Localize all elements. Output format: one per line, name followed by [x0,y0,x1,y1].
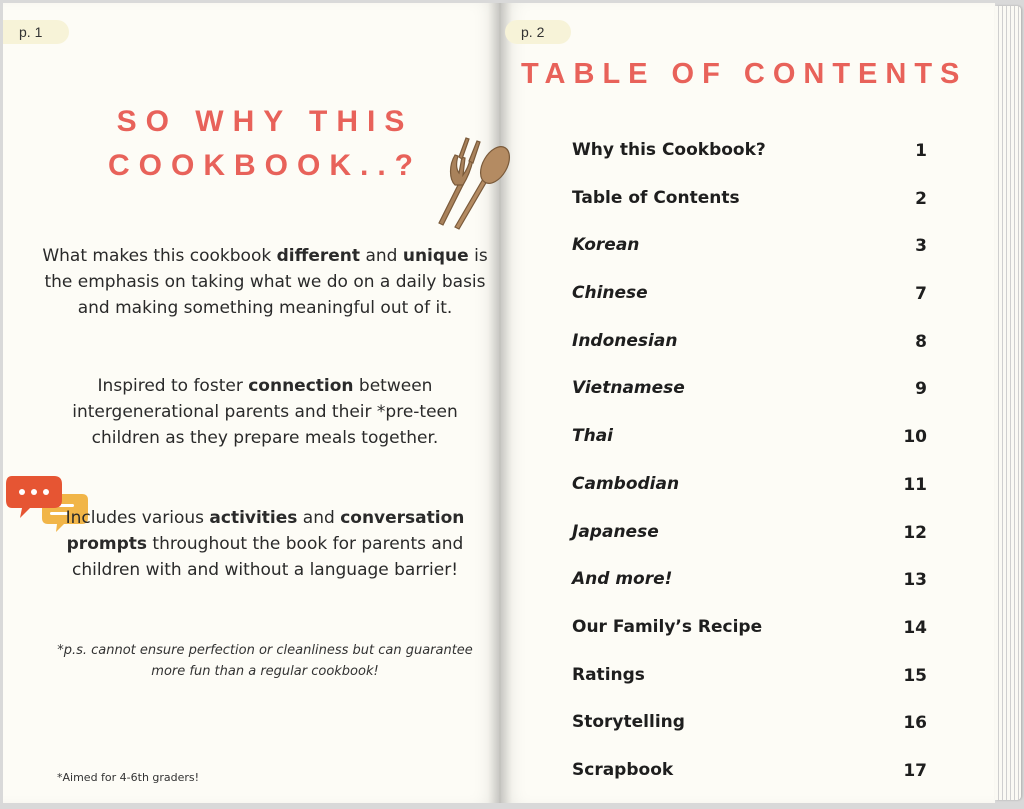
toc-entry-page: 7 [915,284,927,305]
para2-text-1: Inspired to foster [97,376,249,396]
page-edges [995,6,1021,800]
toc-entry [572,231,932,279]
page-number-tab-right [505,20,571,44]
toc-entry [572,756,932,804]
ps-note: *p.s. cannot ensure perfection or cleanliness but can guarantee more fun than a regular cookbook! [57,643,473,679]
para1-text-3: is the emphasis on taking what we do on a daily basis and making something meaningful out of it. [44,246,488,318]
toc-title: TABLE OF CONTENTS [521,58,968,90]
toc-entry [572,518,932,566]
para2-text-2: between intergenerational parents and their *pre-teen children as they prepare meals together. [72,376,458,448]
toc-entry [572,136,932,184]
toc-entry-label: Storytelling [572,712,685,733]
para2-bold-connection: connection [248,376,354,396]
headline-line-2: COOKBOOK..? [108,149,422,182]
toc-entry-label: Ratings [572,664,645,685]
left-headline [60,100,470,188]
toc-entry-page: 12 [903,522,927,543]
book-gutter [488,3,512,803]
toc-entry [572,184,932,232]
toc-entry-label: Table of Contents [572,187,740,208]
toc-entry-label: Korean [572,235,640,256]
toc-list [572,136,932,804]
fork-spoon-icon [425,135,515,230]
toc-entry-page: 11 [903,474,927,495]
para1-bold-unique: unique [402,246,469,266]
paragraph-different-unique [40,243,490,321]
para1-bold-different: different [276,246,361,266]
toc-entry [572,708,932,756]
paragraph-connection [40,373,490,451]
para3-text-2: and [297,508,341,528]
toc-entry [572,565,932,613]
toc-entry-label: Japanese [572,521,659,542]
toc-entry [572,374,932,422]
toc-entry [572,279,932,327]
toc-entry-page: 13 [903,570,927,591]
toc-entry-page: 2 [915,188,927,209]
para3-text-3: throughout the book for parents and children with and without a language barrier! [71,534,464,580]
toc-entry-label: Vietnamese [572,378,685,399]
toc-entry-label: Our Family’s Recipe [572,616,763,637]
toc-entry-page: 14 [903,617,927,638]
para1-text-2: and [360,246,403,266]
page-number-tab-left [3,20,69,44]
toc-entry-page: 16 [903,713,927,734]
toc-entry-page: 9 [915,379,927,400]
toc-entry-page: 10 [903,427,927,448]
para3-bold-conversation-prompts: conversation prompts [66,508,465,554]
toc-entry-label: Why this Cookbook? [572,140,766,160]
toc-entry-label: Cambodian [572,473,680,494]
toc-entry-page: 1 [915,141,927,161]
toc-entry-label: And more! [572,569,673,590]
toc-entry [572,327,932,375]
para3-bold-activities: activities [209,508,298,528]
toc-entry-page: 8 [915,331,927,352]
toc-entry-label: Indonesian [572,330,678,351]
toc-entry-page: 3 [915,236,927,257]
page-number-right: p. 2 [521,24,545,40]
toc-entry [572,470,932,518]
toc-entry-label: Thai [572,426,613,447]
toc-entry [572,422,932,470]
page-number-left: p. 1 [19,24,43,40]
toc-entry-label: Chinese [572,283,648,304]
toc-entry-page: 15 [903,665,927,686]
paragraph-activities [40,505,490,583]
toc-entry [572,613,932,661]
toc-entry [572,661,932,709]
para1-text-1: What makes this cookbook [42,246,277,266]
para3-text-1: Includes various [65,508,210,528]
toc-entry-label: Scrapbook [572,759,674,780]
headline-line-1: SO WHY THIS [116,105,414,138]
footnote-grade: *Aimed for 4-6th graders! [57,771,200,784]
toc-entry-page: 17 [903,760,927,781]
